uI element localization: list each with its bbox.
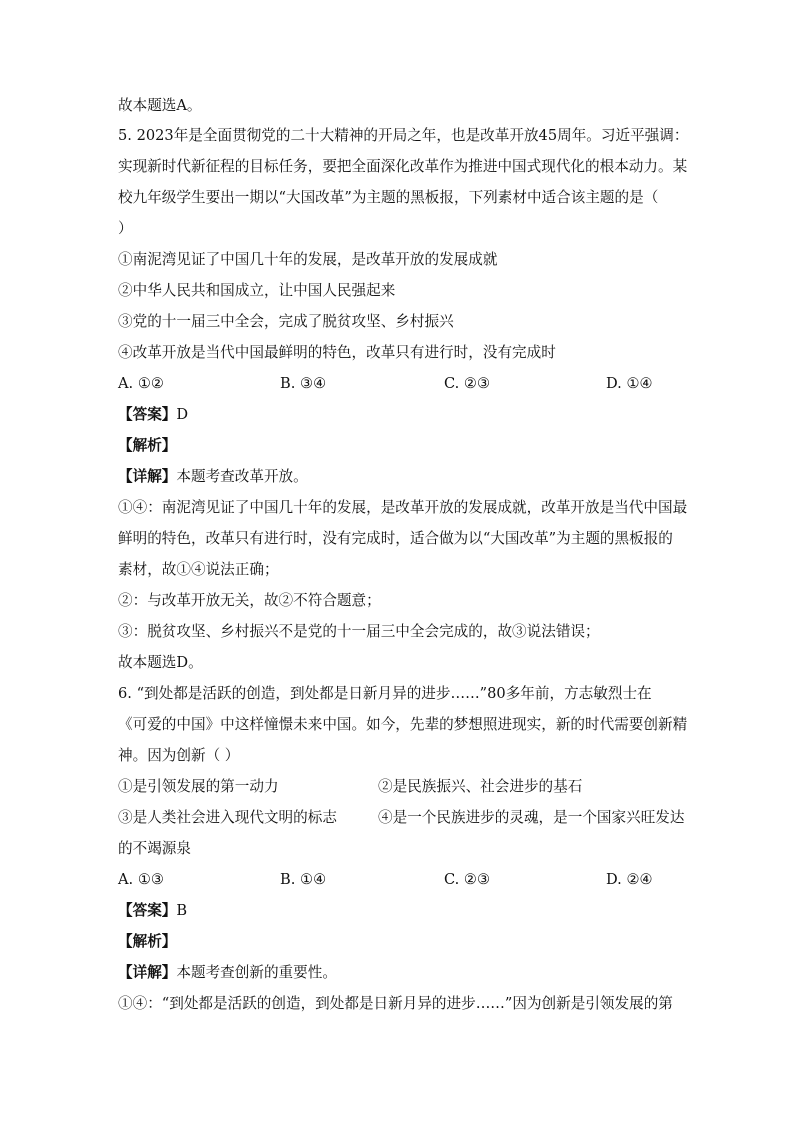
q5-explain-line: ①④：南泥湾见证了中国几十年的发展，是改革开放的发展成就，改革开放是当代中国最 (118, 499, 688, 516)
q5-item: ③党的十一届三中全会，完成了脱贫攻坚、乡村振兴 (118, 313, 454, 330)
answer-value: B (176, 902, 188, 919)
q6-stem-line: 神。因为创新（ ） (118, 747, 240, 764)
q5-stem-line: ） (118, 220, 133, 237)
detail-tag: 【详解】 (118, 964, 177, 981)
q5-item: ①南泥湾见证了中国几十年的发展，是改革开放的发展成就 (118, 251, 498, 268)
answer-tag: 【答案】 (118, 406, 177, 423)
q6-option-d: D. ②④ (606, 871, 653, 888)
analysis-tag: 【解析】 (118, 933, 177, 950)
answer-value: D (176, 406, 189, 423)
q5-item: ②中华人民共和国成立，让中国人民强起来 (118, 282, 396, 299)
q5-explain-line: 鲜明的特色，改革只有进行时，没有完成时，适合做为以“大国改革”为主题的黑板报的 (118, 530, 673, 547)
q5-stem-line: 实现新时代新征程的目标任务，要把全面深化改革作为推进中国式现代化的根本动力。某 (118, 158, 688, 175)
q5-answer (118, 405, 188, 425)
q5-option-b: B. ③④ (280, 375, 327, 392)
analysis-tag: 【解析】 (118, 437, 177, 454)
q5-explain-line: ③：脱贫攻坚、乡村振兴不是党的十一届三中全会完成的，故③说法错误； (118, 623, 600, 640)
q6-option-a: A. ①③ (118, 871, 164, 888)
q5-option-d: D. ①④ (606, 375, 653, 392)
q6-item: ②是民族振兴、社会进步的基石 (378, 778, 583, 795)
q5-explain-line: ②：与改革开放无关，故②不符合题意； (118, 592, 381, 609)
q5-detail (118, 467, 308, 487)
q6-explain-line: ①④：“到处都是活跃的创造，到处都是日新月异的进步……”因为创新是引领发展的第 (118, 995, 673, 1012)
q5-stem-line: 5. 2023年是全面贯彻党的二十大精神的开局之年，也是改革开放45周年。习近平强调： (118, 127, 689, 144)
answer-tag: 【答案】 (118, 902, 177, 919)
q4-conclusion: 故本题选A。 (118, 97, 202, 114)
q6-option-b: B. ①④ (280, 871, 327, 888)
q5-item: ④改革开放是当代中国最鲜明的特色，改革只有进行时，没有完成时 (118, 344, 556, 361)
detail-tag: 【详解】 (118, 468, 177, 485)
q6-option-c: C. ②③ (444, 871, 491, 888)
q5-explain-line: 素材，故①④说法正确； (118, 561, 279, 578)
q5-option-c: C. ②③ (444, 375, 491, 392)
q6-stem-line: 6. “到处都是活跃的创造，到处都是日新月异的进步……”80多年前，方志敏烈士在 (118, 685, 652, 702)
q6-detail (118, 963, 337, 983)
q6-item-continued: 的不竭源泉 (118, 840, 191, 857)
q6-analysis (118, 932, 176, 952)
q5-analysis (118, 436, 176, 456)
q5-option-a: A. ①② (118, 375, 164, 392)
detail-intro: 本题考查创新的重要性。 (176, 964, 337, 981)
q5-explain-line: 故本题选D。 (118, 654, 203, 671)
q6-answer (118, 901, 187, 921)
detail-intro: 本题考查改革开放。 (176, 468, 308, 485)
q5-stem-line: 校九年级学生要出一期以“大国改革”为主题的黑板报，下列素材中适合该主题的是（ (118, 189, 659, 206)
q6-item: ④是一个民族进步的灵魂，是一个国家兴旺发达 (378, 809, 685, 826)
q6-item: ①是引领发展的第一动力 (118, 778, 279, 795)
q6-item: ③是人类社会进入现代文明的标志 (118, 809, 337, 826)
q6-stem-line: 《可爱的中国》中这样憧憬未来中国。如今，先辈的梦想照进现实，新的时代需要创新精 (118, 716, 688, 733)
